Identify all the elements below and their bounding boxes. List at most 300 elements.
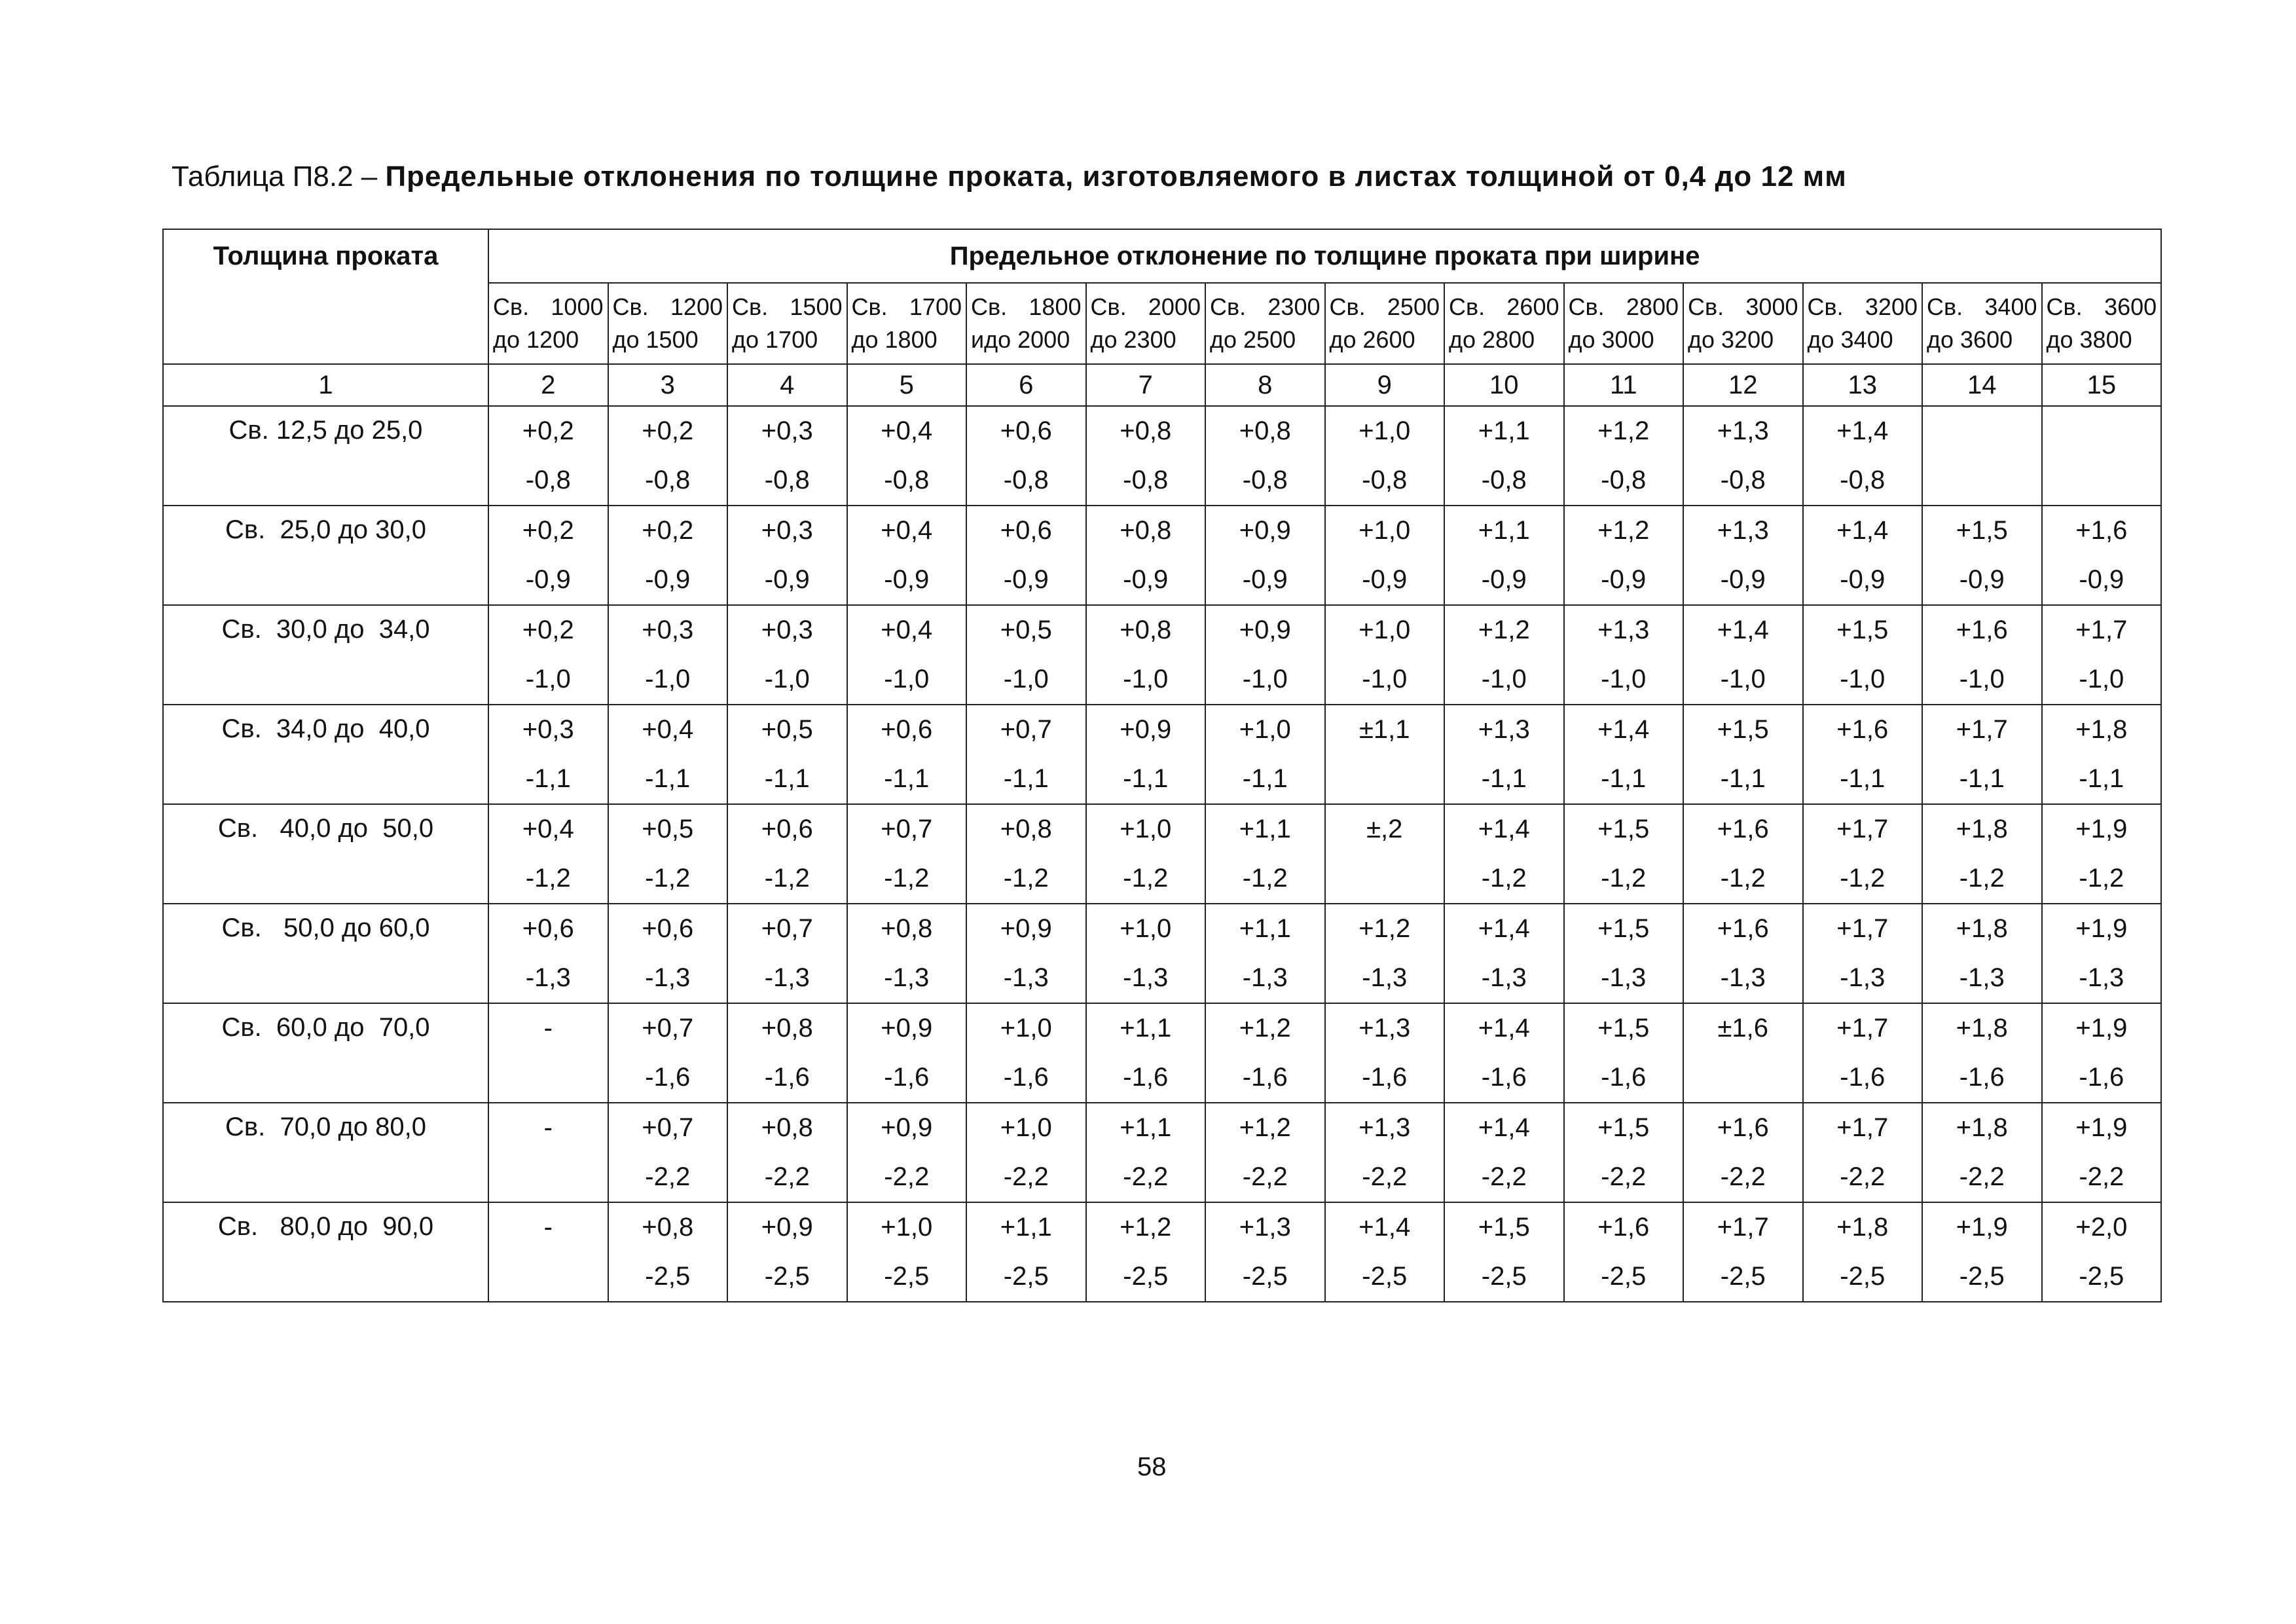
lower-deviation-cell: -0,8 [1325, 456, 1445, 506]
upper-deviation-cell: +1,5 [1564, 1103, 1684, 1153]
upper-deviation-cell: +1,7 [2042, 605, 2162, 655]
upper-deviation-cell: +1,0 [1086, 904, 1206, 953]
upper-deviation-cell: ±1,6 [1683, 1003, 1803, 1053]
upper-deviation-cell: +1,3 [1564, 605, 1684, 655]
lower-deviation-cell: -1,3 [608, 953, 728, 1003]
upper-deviation-cell: - [488, 1003, 608, 1053]
width-from-prefix: Св. [1210, 293, 1247, 320]
width-column-header [1325, 283, 1445, 364]
upper-deviation-cell: +0,8 [966, 804, 1086, 854]
upper-deviation-cell: +0,4 [608, 705, 728, 754]
lower-deviation-cell: -1,6 [966, 1053, 1086, 1103]
width-from-prefix: Св. [851, 293, 888, 320]
column-number: 7 [1086, 364, 1206, 406]
table-row [163, 1103, 2161, 1153]
upper-deviation-cell: +1,4 [1325, 1202, 1445, 1252]
lower-deviation-cell: -0,8 [1803, 456, 1923, 506]
upper-deviation-cell: +0,7 [727, 904, 847, 953]
upper-deviation-cell: +1,8 [1803, 1202, 1923, 1252]
width-to-range: до 1700 [732, 326, 818, 353]
upper-deviation-cell: +0,3 [727, 605, 847, 655]
lower-deviation-cell: -1,1 [1803, 754, 1923, 804]
column-number-row [163, 364, 2161, 406]
lower-deviation-cell: -2,2 [1683, 1153, 1803, 1202]
upper-deviation-cell: +1,5 [1564, 1003, 1684, 1053]
upper-deviation-cell: +1,2 [1086, 1202, 1206, 1252]
lower-deviation-cell: -0,8 [1444, 456, 1564, 506]
upper-deviation-cell: +0,9 [847, 1003, 967, 1053]
upper-deviation-cell: +0,2 [488, 406, 608, 456]
lower-deviation-cell: -0,9 [966, 555, 1086, 605]
upper-deviation-cell: +0,8 [727, 1103, 847, 1153]
lower-deviation-cell: -1,1 [488, 754, 608, 804]
upper-deviation-cell: +1,5 [1683, 705, 1803, 754]
thickness-range-cell: Св. 80,0 до 90,0 [163, 1202, 488, 1302]
lower-deviation-cell: -1,6 [608, 1053, 728, 1103]
column-number: 4 [727, 364, 847, 406]
lower-deviation-cell: -2,5 [2042, 1252, 2162, 1302]
lower-deviation-cell: -0,8 [488, 456, 608, 506]
upper-deviation-cell: +0,5 [608, 804, 728, 854]
table-caption-title: Предельные отклонения по толщине проката, изготовляемого в листах толщиной от 0,4 до 12 мм [385, 160, 1847, 193]
upper-deviation-cell: +1,5 [1564, 804, 1684, 854]
lower-deviation-cell [1325, 854, 1445, 904]
upper-deviation-cell: +1,4 [1803, 406, 1923, 456]
lower-deviation-cell: -1,3 [1325, 953, 1445, 1003]
width-column-header [1086, 283, 1206, 364]
upper-deviation-cell: +1,0 [1205, 705, 1325, 754]
lower-deviation-cell: -1,0 [1564, 655, 1684, 705]
upper-deviation-cell: +0,7 [608, 1003, 728, 1053]
table-row [163, 605, 2161, 655]
lower-deviation-cell: -1,0 [1086, 655, 1206, 705]
lower-deviation-cell: -0,9 [1325, 555, 1445, 605]
lower-deviation-cell: -2,2 [1086, 1153, 1206, 1202]
lower-deviation-cell: -1,0 [1205, 655, 1325, 705]
upper-deviation-cell: +1,5 [1564, 904, 1684, 953]
lower-deviation-cell: -2,2 [1444, 1153, 1564, 1202]
column-number: 13 [1803, 364, 1923, 406]
width-to-range: до 3400 [1807, 326, 1893, 353]
upper-deviation-cell: +1,9 [2042, 1003, 2162, 1053]
upper-deviation-cell: +1,6 [2042, 506, 2162, 555]
lower-deviation-cell: -2,2 [1564, 1153, 1684, 1202]
upper-deviation-cell: +0,8 [1086, 406, 1206, 456]
upper-deviation-cell: +1,7 [1803, 1103, 1923, 1153]
lower-deviation-cell: -1,3 [488, 953, 608, 1003]
lower-deviation-cell: -0,8 [608, 456, 728, 506]
lower-deviation-cell: -2,2 [727, 1153, 847, 1202]
upper-deviation-cell: +1,2 [1444, 605, 1564, 655]
upper-deviation-cell: +1,1 [1444, 506, 1564, 555]
lower-deviation-cell: -2,2 [847, 1153, 967, 1202]
width-from-prefix: Св. [1568, 293, 1605, 320]
lower-deviation-cell: -1,1 [1205, 754, 1325, 804]
upper-deviation-cell: +1,7 [1922, 705, 2042, 754]
lower-deviation-cell: -1,1 [1564, 754, 1684, 804]
width-column-header [608, 283, 728, 364]
lower-deviation-cell: -2,2 [1922, 1153, 2042, 1202]
upper-deviation-cell: +0,4 [847, 506, 967, 555]
width-from-prefix: Св. [1449, 293, 1485, 320]
lower-deviation-cell: -2,5 [1325, 1252, 1445, 1302]
width-column-header [847, 283, 967, 364]
width-from-prefix: Св. [493, 293, 530, 320]
upper-deviation-cell: +0,6 [847, 705, 967, 754]
upper-deviation-cell: +0,4 [847, 605, 967, 655]
width-from-value: 2600 [1506, 293, 1559, 320]
deviation-table [162, 229, 2162, 1302]
lower-deviation-cell: -0,8 [1086, 456, 1206, 506]
lower-deviation-cell: -2,5 [1086, 1252, 1206, 1302]
lower-deviation-cell: -1,2 [847, 854, 967, 904]
width-from-prefix: Св. [612, 293, 649, 320]
width-to-range: до 3200 [1688, 326, 1774, 353]
lower-deviation-cell: -0,9 [488, 555, 608, 605]
upper-deviation-cell: +0,2 [488, 605, 608, 655]
lower-deviation-cell: -0,9 [2042, 555, 2162, 605]
upper-deviation-cell: +1,9 [2042, 904, 2162, 953]
lower-deviation-cell: -0,8 [1683, 456, 1803, 506]
width-column-header [1683, 283, 1803, 364]
table-row [163, 506, 2161, 555]
lower-deviation-cell: -1,3 [1922, 953, 2042, 1003]
lower-deviation-cell [488, 1053, 608, 1103]
lower-deviation-cell: -1,6 [847, 1053, 967, 1103]
upper-deviation-cell: +1,7 [1683, 1202, 1803, 1252]
upper-deviation-cell: +0,7 [608, 1103, 728, 1153]
width-from-prefix: Св. [1090, 293, 1127, 320]
upper-deviation-cell: +1,3 [1325, 1103, 1445, 1153]
upper-deviation-cell: +1,9 [2042, 1103, 2162, 1153]
lower-deviation-cell: -1,2 [1803, 854, 1923, 904]
lower-deviation-cell: -1,2 [1086, 854, 1206, 904]
lower-deviation-cell: -2,2 [2042, 1153, 2162, 1202]
lower-deviation-cell: -0,8 [1205, 456, 1325, 506]
lower-deviation-cell: -1,3 [2042, 953, 2162, 1003]
upper-deviation-cell: +1,6 [1683, 904, 1803, 953]
lower-deviation-cell: -1,2 [1564, 854, 1684, 904]
lower-deviation-cell: -0,9 [608, 555, 728, 605]
upper-deviation-cell: +1,5 [1922, 506, 2042, 555]
width-from-value: 1000 [551, 293, 604, 320]
lower-deviation-cell: -1,6 [1325, 1053, 1445, 1103]
thickness-range-cell: Св. 40,0 до 50,0 [163, 804, 488, 904]
upper-deviation-cell: +0,6 [488, 904, 608, 953]
width-from-value: 1200 [670, 293, 723, 320]
width-column-header [1922, 283, 2042, 364]
upper-deviation-cell: +0,2 [608, 506, 728, 555]
lower-deviation-cell: -2,5 [1444, 1252, 1564, 1302]
lower-deviation-cell [1922, 456, 2042, 506]
width-column-header [1564, 283, 1684, 364]
lower-deviation-cell: -1,3 [1564, 953, 1684, 1003]
upper-deviation-cell [1922, 406, 2042, 456]
width-column-header [966, 283, 1086, 364]
width-to-range: до 2800 [1449, 326, 1535, 353]
lower-deviation-cell: -2,2 [1205, 1153, 1325, 1202]
lower-deviation-cell: -1,6 [1803, 1053, 1923, 1103]
upper-deviation-cell: +0,7 [966, 705, 1086, 754]
lower-deviation-cell: -2,2 [966, 1153, 1086, 1202]
thickness-range-cell: Св. 34,0 до 40,0 [163, 705, 488, 804]
lower-deviation-cell: -1,0 [488, 655, 608, 705]
width-from-prefix: Св. [2046, 293, 2083, 320]
upper-deviation-cell: +1,4 [1564, 705, 1684, 754]
thickness-range-cell: Св. 30,0 до 34,0 [163, 605, 488, 705]
upper-deviation-cell: +1,4 [1683, 605, 1803, 655]
upper-deviation-cell: +1,1 [1205, 904, 1325, 953]
upper-deviation-cell: +1,0 [1325, 605, 1445, 655]
thickness-column-header: Толщина проката [163, 229, 488, 364]
lower-deviation-cell: -1,3 [966, 953, 1086, 1003]
lower-deviation-cell: -2,5 [1922, 1252, 2042, 1302]
width-column-header [1803, 283, 1923, 364]
lower-deviation-cell: -2,5 [1205, 1252, 1325, 1302]
upper-deviation-cell: +1,2 [1205, 1003, 1325, 1053]
lower-deviation-cell: -1,0 [608, 655, 728, 705]
lower-deviation-cell: -1,2 [1205, 854, 1325, 904]
lower-deviation-cell: -0,9 [1205, 555, 1325, 605]
lower-deviation-cell: -1,6 [1086, 1053, 1206, 1103]
lower-deviation-cell: -1,2 [1444, 854, 1564, 904]
width-column-header [1205, 283, 1325, 364]
column-number: 1 [163, 364, 488, 406]
upper-deviation-cell: +1,0 [1086, 804, 1206, 854]
width-from-value: 3000 [1745, 293, 1798, 320]
upper-deviation-cell: +0,4 [847, 406, 967, 456]
width-to-range: до 3800 [2046, 326, 2132, 353]
lower-deviation-cell: -2,5 [966, 1252, 1086, 1302]
width-to-range: до 1200 [493, 326, 579, 353]
lower-deviation-cell [1683, 1053, 1803, 1103]
upper-deviation-cell: +1,5 [1444, 1202, 1564, 1252]
lower-deviation-cell: -1,2 [2042, 854, 2162, 904]
upper-deviation-cell: +1,6 [1683, 804, 1803, 854]
lower-deviation-cell: -0,8 [847, 456, 967, 506]
table-caption [172, 160, 1847, 193]
lower-deviation-cell: -1,1 [608, 754, 728, 804]
upper-deviation-cell: +0,8 [727, 1003, 847, 1053]
width-group-header: Предельное отклонение по толщине проката при ширине [488, 229, 2161, 283]
lower-deviation-cell: -1,2 [966, 854, 1086, 904]
width-from-prefix: Св. [1688, 293, 1724, 320]
thickness-range-cell: Св. 70,0 до 80,0 [163, 1103, 488, 1202]
width-from-prefix: Св. [732, 293, 769, 320]
upper-deviation-cell: +1,3 [1325, 1003, 1445, 1053]
upper-deviation-cell: +0,6 [966, 406, 1086, 456]
table-caption-label: Таблица П8.2 – [172, 160, 378, 193]
width-column-header [1444, 283, 1564, 364]
thickness-range-cell: Св. 50,0 до 60,0 [163, 904, 488, 1003]
upper-deviation-cell: +1,0 [966, 1003, 1086, 1053]
width-from-value: 1800 [1029, 293, 1082, 320]
upper-deviation-cell: ±,2 [1325, 804, 1445, 854]
lower-deviation-cell: -1,2 [1683, 854, 1803, 904]
width-from-prefix: Св. [1807, 293, 1844, 320]
upper-deviation-cell: +0,2 [608, 406, 728, 456]
width-to-range: до 1800 [851, 326, 938, 353]
lower-deviation-cell: -1,6 [727, 1053, 847, 1103]
table-body [163, 364, 2161, 1302]
lower-deviation-cell: -1,6 [2042, 1053, 2162, 1103]
upper-deviation-cell: +0,3 [727, 506, 847, 555]
upper-deviation-cell: +1,8 [1922, 1103, 2042, 1153]
lower-deviation-cell: -1,1 [2042, 754, 2162, 804]
upper-deviation-cell: +0,9 [1205, 506, 1325, 555]
lower-deviation-cell: -1,0 [966, 655, 1086, 705]
lower-deviation-cell: -2,2 [1325, 1153, 1445, 1202]
upper-deviation-cell: +1,9 [2042, 804, 2162, 854]
width-from-value: 3200 [1865, 293, 1918, 320]
width-from-prefix: Св. [1927, 293, 1963, 320]
upper-deviation-cell: +1,6 [1683, 1103, 1803, 1153]
table-row [163, 1003, 2161, 1053]
upper-deviation-cell: +1,1 [1086, 1003, 1206, 1053]
lower-deviation-cell: -1,1 [966, 754, 1086, 804]
lower-deviation-cell: -1,6 [1444, 1053, 1564, 1103]
lower-deviation-cell: -1,0 [1444, 655, 1564, 705]
lower-deviation-cell: -0,9 [1803, 555, 1923, 605]
lower-deviation-cell [488, 1153, 608, 1202]
table-row [163, 904, 2161, 953]
lower-deviation-cell: -1,0 [1803, 655, 1923, 705]
width-from-value: 1700 [909, 293, 962, 320]
lower-deviation-cell: -2,2 [608, 1153, 728, 1202]
lower-deviation-cell: -1,0 [2042, 655, 2162, 705]
upper-deviation-cell: +1,1 [966, 1202, 1086, 1252]
lower-deviation-cell: -1,3 [1683, 953, 1803, 1003]
upper-deviation-cell: +1,4 [1803, 506, 1923, 555]
upper-deviation-cell: +0,8 [1086, 506, 1206, 555]
table-row [163, 406, 2161, 456]
lower-deviation-cell: -0,9 [1444, 555, 1564, 605]
lower-deviation-cell: -1,1 [1086, 754, 1206, 804]
upper-deviation-cell: +0,9 [1086, 705, 1206, 754]
column-number: 11 [1564, 364, 1684, 406]
upper-deviation-cell: +1,1 [1444, 406, 1564, 456]
upper-deviation-cell: +0,9 [727, 1202, 847, 1252]
width-from-value: 2000 [1148, 293, 1201, 320]
width-from-value: 2300 [1267, 293, 1321, 320]
lower-deviation-cell: -1,1 [1683, 754, 1803, 804]
upper-deviation-cell: +1,8 [1922, 1003, 2042, 1053]
upper-deviation-cell: +1,5 [1803, 605, 1923, 655]
lower-deviation-cell: -1,1 [727, 754, 847, 804]
upper-deviation-cell: +1,3 [1683, 506, 1803, 555]
width-to-range: до 1500 [612, 326, 699, 353]
lower-deviation-cell: -1,2 [488, 854, 608, 904]
column-number: 9 [1325, 364, 1445, 406]
lower-deviation-cell: -1,1 [1444, 754, 1564, 804]
page-number: 58 [1137, 1452, 1167, 1481]
width-to-range: идо 2000 [971, 326, 1070, 353]
lower-deviation-cell: -0,9 [847, 555, 967, 605]
lower-deviation-cell: -0,9 [1683, 555, 1803, 605]
upper-deviation-cell: +0,6 [608, 904, 728, 953]
width-column-header [727, 283, 847, 364]
lower-deviation-cell: -0,9 [1922, 555, 2042, 605]
upper-deviation-cell: +0,2 [488, 506, 608, 555]
upper-deviation-cell: +1,1 [1086, 1103, 1206, 1153]
column-number: 2 [488, 364, 608, 406]
upper-deviation-cell: +1,8 [2042, 705, 2162, 754]
upper-deviation-cell: +0,8 [1086, 605, 1206, 655]
upper-deviation-cell: +1,3 [1683, 406, 1803, 456]
upper-deviation-cell: +0,6 [966, 506, 1086, 555]
width-to-range: до 2300 [1090, 326, 1176, 353]
upper-deviation-cell [2042, 406, 2162, 456]
upper-deviation-cell: +1,0 [1325, 506, 1445, 555]
upper-deviation-cell: +0,3 [488, 705, 608, 754]
lower-deviation-cell: -1,6 [1205, 1053, 1325, 1103]
upper-deviation-cell: +1,2 [1564, 406, 1684, 456]
upper-deviation-cell: +1,2 [1325, 904, 1445, 953]
column-number: 8 [1205, 364, 1325, 406]
lower-deviation-cell: -1,0 [727, 655, 847, 705]
upper-deviation-cell: +1,0 [1325, 406, 1445, 456]
upper-deviation-cell: +1,0 [847, 1202, 967, 1252]
column-number: 14 [1922, 364, 2042, 406]
width-to-range: до 2600 [1329, 326, 1415, 353]
lower-deviation-cell: -2,5 [727, 1252, 847, 1302]
upper-deviation-cell: +1,8 [1922, 804, 2042, 854]
upper-deviation-cell: - [488, 1103, 608, 1153]
column-number: 15 [2042, 364, 2162, 406]
lower-deviation-cell: -1,2 [727, 854, 847, 904]
upper-deviation-cell: +0,4 [488, 804, 608, 854]
width-from-prefix: Св. [971, 293, 1008, 320]
lower-deviation-cell: -1,0 [847, 655, 967, 705]
lower-deviation-cell: -0,9 [727, 555, 847, 605]
upper-deviation-cell: +1,4 [1444, 804, 1564, 854]
lower-deviation-cell: -1,1 [847, 754, 967, 804]
upper-deviation-cell: +0,6 [727, 804, 847, 854]
upper-deviation-cell: +1,8 [1922, 904, 2042, 953]
upper-deviation-cell: ±1,1 [1325, 705, 1445, 754]
upper-deviation-cell: +1,2 [1564, 506, 1684, 555]
upper-deviation-cell: +2,0 [2042, 1202, 2162, 1252]
lower-deviation-cell: -0,8 [1564, 456, 1684, 506]
width-from-prefix: Св. [1329, 293, 1366, 320]
column-number: 10 [1444, 364, 1564, 406]
lower-deviation-cell: -1,0 [1325, 655, 1445, 705]
lower-deviation-cell: -1,3 [1205, 953, 1325, 1003]
upper-deviation-cell: +0,5 [727, 705, 847, 754]
lower-deviation-cell: -1,3 [727, 953, 847, 1003]
upper-deviation-cell: +1,1 [1205, 804, 1325, 854]
upper-deviation-cell: +1,4 [1444, 1003, 1564, 1053]
upper-deviation-cell: +0,5 [966, 605, 1086, 655]
width-column-header [488, 283, 608, 364]
width-from-value: 3600 [2104, 293, 2157, 320]
thickness-range-cell: Св. 25,0 до 30,0 [163, 506, 488, 605]
lower-deviation-cell [2042, 456, 2162, 506]
upper-deviation-cell: +1,7 [1803, 1003, 1923, 1053]
lower-deviation-cell: -0,9 [1564, 555, 1684, 605]
upper-deviation-cell: +0,8 [608, 1202, 728, 1252]
upper-deviation-cell: +1,2 [1205, 1103, 1325, 1153]
lower-deviation-cell [1325, 754, 1445, 804]
width-from-value: 2800 [1626, 293, 1679, 320]
upper-deviation-cell: +1,6 [1803, 705, 1923, 754]
column-number: 6 [966, 364, 1086, 406]
lower-deviation-cell: -2,5 [1683, 1252, 1803, 1302]
lower-deviation-cell: -1,2 [608, 854, 728, 904]
upper-deviation-cell: +1,4 [1444, 1103, 1564, 1153]
lower-deviation-cell: -1,1 [1922, 754, 2042, 804]
table-row [163, 804, 2161, 854]
